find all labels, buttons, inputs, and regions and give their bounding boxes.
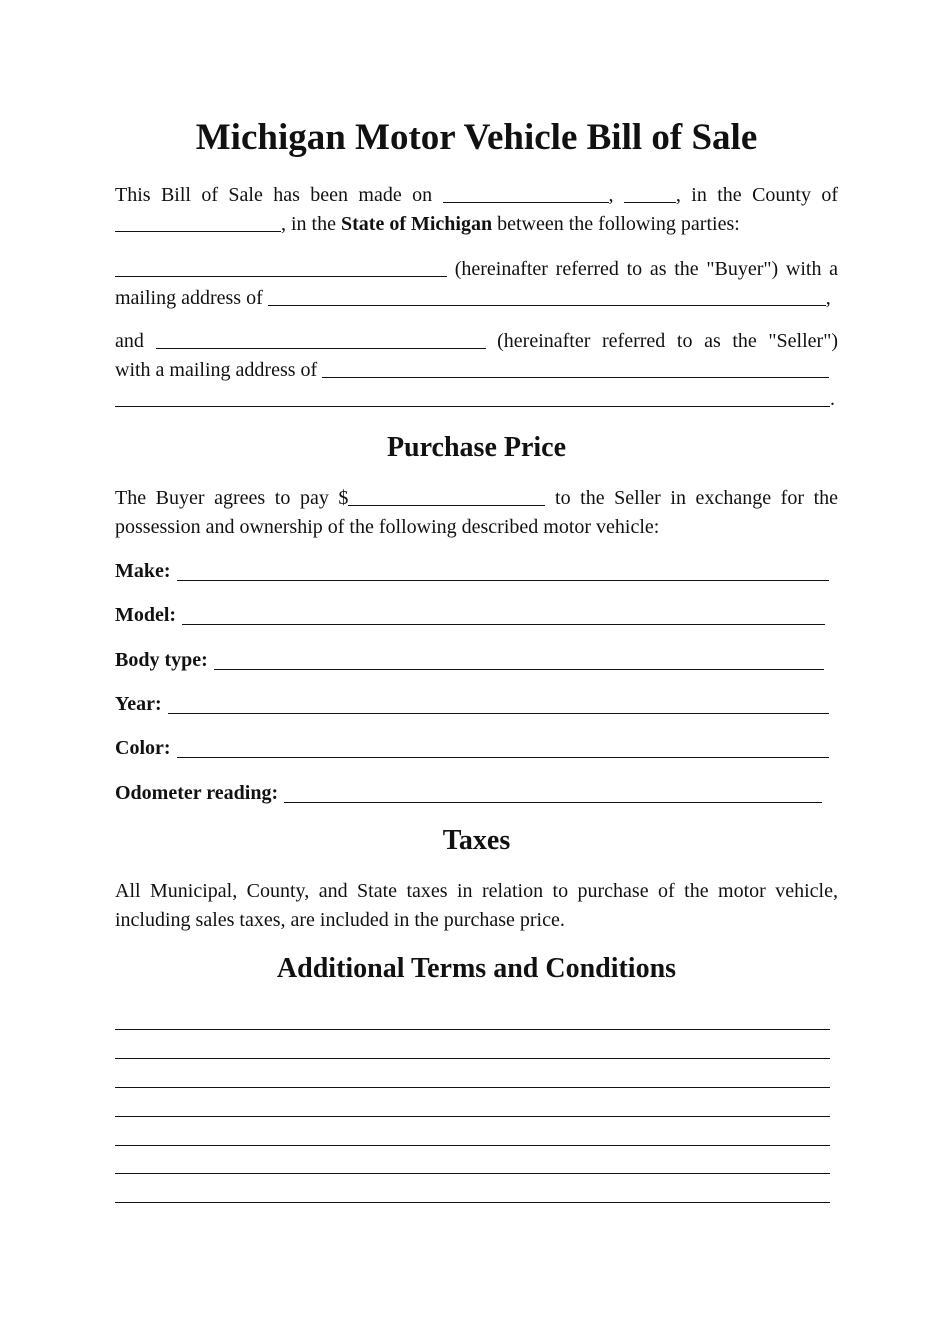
make-input-line[interactable] <box>177 560 829 581</box>
purchase-price-paragraph <box>115 484 838 513</box>
taxes-heading: Taxes <box>442 825 511 856</box>
buyer-name-blank[interactable] <box>115 256 447 277</box>
seller-text-and: and <box>115 330 144 352</box>
terms-line[interactable] <box>115 1029 830 1030</box>
terms-line[interactable] <box>115 1087 830 1088</box>
price-text-2: to the Seller in exchange for the <box>555 487 838 509</box>
field-odometer <box>115 779 838 808</box>
intro-paragraph <box>115 181 838 239</box>
odometer-input-line[interactable] <box>284 782 822 803</box>
odometer-label: Odometer reading: <box>115 782 279 804</box>
terms-line[interactable] <box>115 1202 830 1203</box>
terms-line[interactable] <box>115 1145 830 1146</box>
year-blank[interactable] <box>624 182 676 203</box>
terms-line[interactable] <box>115 1058 830 1059</box>
body-type-label: Body type: <box>115 649 208 671</box>
taxes-paragraph: All Municipal, County, and State taxes in relation to purchase of the motor vehicle, including sales taxes, are included in the purchase price. <box>115 880 838 931</box>
seller-text-2: with a mailing address of <box>115 359 318 381</box>
terms-line[interactable] <box>115 1173 830 1174</box>
state-name: State of Michigan <box>341 213 493 235</box>
county-blank[interactable] <box>115 211 281 232</box>
make-label: Make: <box>115 560 171 582</box>
field-model <box>115 601 838 630</box>
purchase-price-heading: Purchase Price <box>386 432 567 463</box>
field-body-type <box>115 646 838 675</box>
additional-terms-heading: Additional Terms and Conditions <box>276 953 677 984</box>
seller-paragraph-line-3 <box>115 385 838 414</box>
field-color <box>115 734 838 763</box>
document-title: Michigan Motor Vehicle Bill of Sale <box>195 117 758 158</box>
intro-text-4: between the following parties: <box>497 213 740 235</box>
terms-line[interactable] <box>115 1116 830 1117</box>
field-year <box>115 690 838 719</box>
seller-name-blank[interactable] <box>156 328 486 349</box>
seller-text-1: (hereinafter referred to as the "Seller") <box>497 330 839 352</box>
seller-address-blank-1[interactable] <box>322 357 829 378</box>
buyer-text-1: (hereinafter referred to as the "Buyer") with a <box>454 258 839 280</box>
seller-period: . <box>830 388 835 410</box>
price-text-3: possession and ownership of the following described motor vehicle: <box>115 516 660 538</box>
intro-text-3: , in the <box>281 213 336 235</box>
seller-paragraph <box>115 327 838 356</box>
color-label: Color: <box>115 737 171 759</box>
color-input-line[interactable] <box>177 737 829 758</box>
year-label: Year: <box>115 693 162 715</box>
seller-address-blank-2[interactable] <box>115 386 830 407</box>
purchase-price-paragraph-line-2 <box>115 513 838 542</box>
buyer-paragraph <box>115 255 838 313</box>
buyer-text-2: mailing address of <box>115 287 263 309</box>
date-blank[interactable] <box>443 182 609 203</box>
model-label: Model: <box>115 604 177 626</box>
field-make <box>115 557 838 586</box>
model-input-line[interactable] <box>182 604 825 625</box>
price-text-1: The Buyer agrees to pay $ <box>115 487 349 509</box>
intro-text-2: , in the County of <box>675 184 839 206</box>
year-input-line[interactable] <box>168 693 829 714</box>
price-amount-blank[interactable] <box>348 485 545 506</box>
seller-paragraph-line-2 <box>115 356 838 385</box>
buyer-address-blank[interactable] <box>268 285 826 306</box>
intro-comma: , <box>608 184 614 206</box>
buyer-comma: , <box>825 287 831 309</box>
intro-text-1: This Bill of Sale has been made on <box>115 184 433 206</box>
body-type-input-line[interactable] <box>214 649 824 670</box>
